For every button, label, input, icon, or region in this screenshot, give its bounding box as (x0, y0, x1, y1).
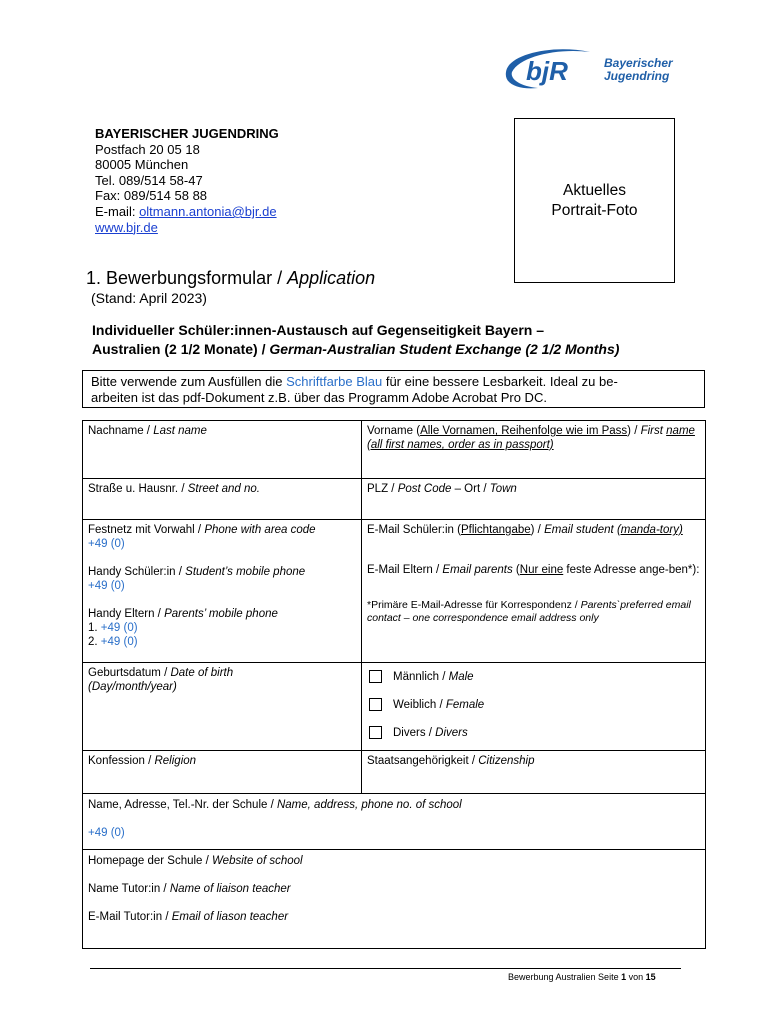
religion-label-de: Konfession / (88, 755, 155, 767)
phone-label (88, 523, 356, 537)
note-part2: für eine bessere Lesbarkeit. Ideal zu be- (382, 374, 618, 389)
logo-line1: Bayerischer (604, 56, 673, 70)
tutor-name-label (88, 882, 700, 896)
school-label-en: Name, address, phone no. of school (276, 799, 462, 811)
title-en: Application (287, 268, 376, 288)
parents-label (88, 607, 356, 621)
plz-label-sep: – Ort / (451, 483, 490, 495)
divers-checkbox[interactable] (369, 726, 382, 739)
firstname-label-en-note: name (all first names, order as in passport) (367, 425, 695, 451)
email-line (95, 204, 279, 220)
male-label-de: Männlich / (393, 671, 449, 683)
footer-page: 1 (621, 972, 627, 982)
page-footer (508, 972, 656, 982)
fax: Fax: 089/514 58 88 (95, 188, 208, 204)
male-label-en: Male (448, 671, 474, 683)
stand-date: (Stand: April 2023) (91, 290, 207, 306)
subtitle (92, 321, 619, 359)
plz-label-en: Post Code (397, 483, 452, 495)
subtitle-line2-en: German-Australian Student Exchange (2 1/2 Months) (269, 341, 620, 357)
female-label-de: Weiblich / (393, 699, 446, 711)
dob-format: (Day/month/year) (88, 681, 177, 693)
logo-line2: Jugendring (604, 69, 670, 83)
email-parents-label-en: Email parents (442, 564, 513, 576)
firstname-label-en: First (640, 425, 663, 437)
citizenship-label-de: Staatsangehörigkeit / (367, 755, 479, 767)
email-link[interactable]: oltmann.antonia@bjr.de (139, 203, 277, 219)
mobile-prefix: +49 (0) (88, 580, 125, 592)
school-label-de: Name, Adresse, Tel.-Nr. der Schule / (88, 799, 277, 811)
street-label-de: Straße u. Hausnr. / (88, 483, 188, 495)
portrait-photo-box[interactable] (514, 118, 675, 283)
field-street[interactable] (83, 479, 362, 520)
dob-label-de: Geburtsdatum / (88, 667, 171, 679)
email-parents-paren: ( (512, 564, 520, 576)
bjr-logo (498, 42, 683, 92)
bjr-logo-letters: bjR (526, 56, 568, 86)
homepage-label-en: Website of school (212, 855, 303, 867)
website-link[interactable]: www.bjr.de (95, 219, 158, 235)
tutor-name-label-en: Name of liaison teacher (169, 883, 291, 895)
subtitle-line1: Individueller Schüler:innen-Austausch auf Gegenseitigkeit Bayern – (92, 322, 544, 338)
lastname-label-en: Last name (153, 425, 207, 437)
field-lastname[interactable] (83, 421, 362, 479)
parents-label-en: Parents’ mobile phone (164, 608, 278, 620)
footer-total: 15 (645, 972, 656, 982)
tutor-email-label-en: Email of liason teacher (171, 911, 289, 923)
phone-label-de: Festnetz mit Vorwahl / (88, 524, 205, 536)
email-student-sep: ) / (530, 524, 545, 536)
photo-label-line1: Aktuelles (563, 181, 626, 199)
page-title (86, 268, 375, 289)
note-part1: Bitte verwende zum Ausfüllen die (91, 374, 287, 389)
email-student-label-en: Email student (544, 524, 617, 536)
field-gender (362, 663, 706, 751)
lastname-label-de: Nachname / (88, 425, 154, 437)
field-school-contacts[interactable] (83, 850, 706, 949)
mobile-label (88, 565, 356, 579)
email-parents-label-de: E-Mail Eltern / (367, 564, 443, 576)
firstname-label-sep: ) / (627, 425, 641, 437)
phone-label-en: Phone with area code (204, 524, 316, 536)
photo-label-line2: Portrait-Foto (551, 201, 638, 219)
firstname-label-de: Vorname ( (367, 425, 421, 437)
footnote-en: Parents`preferred email contact – one correspondence email address only (367, 599, 691, 624)
footer-of: von (626, 972, 646, 982)
subtitle-line2-de: Australien (2 1/2 Monate) / (92, 341, 270, 357)
field-emails[interactable] (362, 520, 706, 663)
tutor-email-label (88, 910, 700, 924)
divers-label-de: Divers / (393, 727, 436, 739)
org-name: BAYERISCHER JUGENDRING (95, 126, 279, 141)
footer-divider (90, 968, 681, 969)
phone: Tel. 089/514 58-47 (95, 172, 203, 188)
citizenship-label-en: Citizenship (478, 755, 535, 767)
divers-label-en: Divers (435, 727, 468, 739)
email-student-label (367, 523, 700, 537)
homepage-label (88, 854, 700, 868)
school-phone-prefix: +49 (0) (88, 827, 125, 839)
gender-divers[interactable] (367, 719, 700, 747)
parents-phone-1-num: 1. (88, 622, 101, 634)
parents-phone-2-num: 2. (88, 636, 101, 648)
phone-prefix: +49 (0) (88, 538, 125, 550)
mobile-label-de: Handy Schüler:in / (88, 566, 186, 578)
bjr-logo-mark (498, 42, 598, 92)
male-checkbox[interactable] (369, 670, 382, 683)
email-footnote (367, 599, 700, 625)
parents-label-de: Handy Eltern / (88, 608, 165, 620)
field-firstname[interactable] (362, 421, 706, 479)
instruction-note (82, 370, 705, 408)
email-parents-only-one: Nur eine (519, 564, 564, 576)
footnote-de: *Primäre E-Mail-Adresse für Korrespondenz / (367, 599, 581, 611)
field-school[interactable] (83, 794, 706, 850)
female-checkbox[interactable] (369, 698, 382, 711)
email-label: E-mail: (95, 203, 140, 219)
street-label-en: Street and no. (187, 483, 260, 495)
application-form-table (82, 420, 706, 949)
subtitle-line2 (92, 340, 619, 359)
plz-label-de: PLZ / (367, 483, 398, 495)
title-number: 1. (86, 268, 107, 288)
title-de: Bewerbungsformular / (106, 268, 288, 288)
email-student-mandatory: (manda-tory) (616, 524, 683, 536)
religion-label-en: Religion (154, 755, 197, 767)
field-postcode-town[interactable] (362, 479, 706, 520)
gender-female[interactable] (367, 691, 700, 719)
footer-text: Bewerbung Australien Seite (508, 972, 622, 982)
firstname-label-de-note: Alle Vornamen, Reihenfolge wie im Pass (420, 425, 628, 437)
email-student-required: Pflichtangabe (460, 524, 531, 536)
po-box: Postfach 20 05 18 (95, 141, 200, 157)
email-student-label-de: E-Mail Schüler:in ( (367, 524, 461, 536)
email-parents-rest: feste Adresse ange-ben*): (563, 564, 700, 576)
email-parents-label (367, 563, 700, 577)
gender-male[interactable] (367, 663, 700, 691)
parents-phone-2 (88, 635, 356, 649)
field-religion[interactable] (83, 751, 362, 794)
tutor-email-label-de: E-Mail Tutor:in / (88, 911, 172, 923)
note-highlight: Schriftfarbe Blau (286, 374, 383, 389)
homepage-label-de: Homepage der Schule / (88, 855, 213, 867)
female-label-en: Female (445, 699, 485, 711)
city: 80005 München (95, 157, 189, 173)
dob-label-en: Date of birth (170, 667, 234, 679)
sender-address (95, 126, 279, 235)
field-date-of-birth[interactable] (83, 663, 362, 751)
parents-phone-1-prefix: +49 (0) (100, 622, 138, 634)
field-phones[interactable] (83, 520, 362, 663)
parents-phone-2-prefix: +49 (0) (100, 636, 138, 648)
note-line2: arbeiten ist das pdf-Dokument z.B. über das Programm Adobe Acrobat Pro DC. (91, 389, 547, 405)
field-citizenship[interactable] (362, 751, 706, 794)
town-label-en: Town (489, 483, 517, 495)
parents-phone-1 (88, 621, 356, 635)
tutor-name-label-de: Name Tutor:in / (88, 883, 170, 895)
mobile-label-en: Student’s mobile phone (185, 566, 306, 578)
